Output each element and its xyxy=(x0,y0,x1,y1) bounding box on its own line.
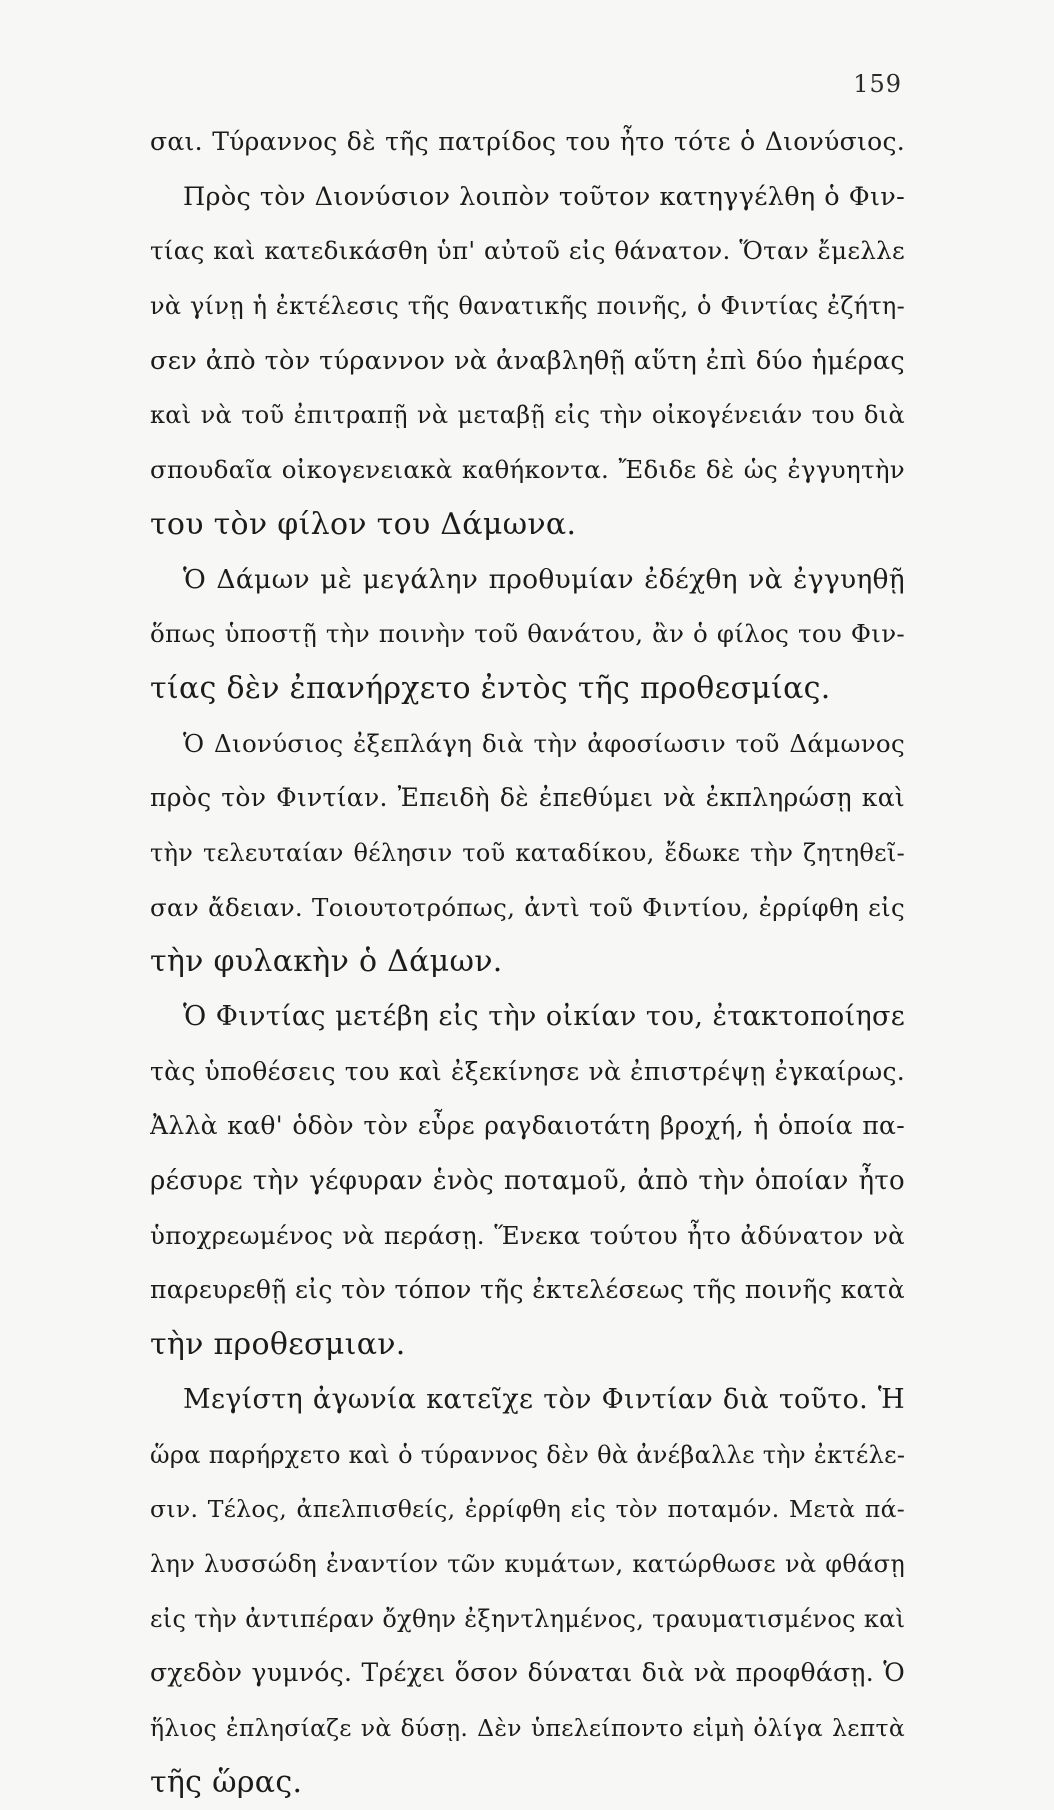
text-line: σπουδαῖα οἰκογενειακὰ καθήκοντα. Ἔδιδε δὲ ὡς ἐγγυητὴν xyxy=(150,455,905,485)
text-line: σαι. Τύραννος δὲ τῆς πατρίδος του ἦτο τότε ὁ Διονύσιος. xyxy=(150,127,905,156)
text-line: τίας δὲν ἐπανήρχετο ἐντὸς τῆς προθεσμίας. xyxy=(150,670,831,706)
text-line: τὴν φυλακὴν ὁ Δάμων. xyxy=(150,944,503,980)
text-line: παρευρεθῇ εἰς τὸν τόπον τῆς ἐκτελέσεως τῆς ποινῆς κατὰ xyxy=(150,1275,905,1305)
text-line: Ὁ Διονύσιος ἐξεπλάγη διὰ τὴν ἀφοσίωσιν τοῦ Δάμωνος xyxy=(183,728,905,758)
text-line: ὅπως ὑποστῇ τὴν ποινὴν τοῦ θανάτου, ἂν ὁ φίλος του Φιν- xyxy=(150,619,905,649)
text-line: σχεδὸν γυμνός. Τρέχει ὅσον δύναται διὰ νὰ προφθάσῃ. Ὁ xyxy=(150,1658,905,1688)
text-line: ὑποχρεωμένος νὰ περάσῃ. Ἕνεκα τούτου ἦτο ἀδύνατον νὰ xyxy=(150,1220,905,1250)
text-line: πρὸς τὸν Φιντίαν. Ἐπειδὴ δὲ ἐπεθύμει νὰ ἐκπληρώσῃ καὶ xyxy=(150,783,905,813)
text-line: Ὁ Φιντίας μετέβη εἰς τὴν οἰκίαν του, ἐτακτοποίησε xyxy=(183,1001,905,1032)
text-line: του τὸν φίλον του Δάμωνα. xyxy=(150,506,577,542)
text-line: εἰς τὴν ἀντιπέραν ὄχθην ἐξηντλημένος, τραυματισμένος καὶ xyxy=(150,1604,905,1633)
text-line: Ἀλλὰ καθ' ὁδὸν τὸν εὗρε ραγδαιοτάτη βροχή, ἡ ὁποία πα- xyxy=(150,1111,905,1141)
text-line: τῆς ὥρας. xyxy=(150,1764,303,1800)
text-line: σιν. Τέλος, ἀπελπισθείς, ἐρρίφθη εἰς τὸν ποταμόν. Μετὰ πά- xyxy=(150,1495,905,1524)
text-line: ὥρα παρήρχετο καὶ ὁ τύραννος δὲν θὰ ἀνέβαλλε τὴν ἐκτέλε- xyxy=(150,1440,905,1469)
text-line: Μεγίστη ἀγωνία κατεῖχε τὸν Φιντίαν διὰ τοῦτο. Ἡ xyxy=(183,1383,905,1415)
text-line: καὶ νὰ τοῦ ἐπιτραπῇ νὰ μεταβῇ εἰς τὴν οἰκογένειάν του διὰ xyxy=(150,401,905,430)
text-line: νὰ γίνῃ ἡ ἐκτέλεσις τῆς θανατικῆς ποινῆς, ὁ Φιντίας ἐζήτη- xyxy=(150,292,905,321)
text-line: τίας καὶ κατεδικάσθη ὑπ' αὐτοῦ εἰς θάνατον. Ὅταν ἔμελλε xyxy=(150,236,905,266)
text-line: ἥλιος ἐπλησίαζε νὰ δύσῃ. Δὲν ὑπελείποντο εἰμὴ ὀλίγα λεπτὰ xyxy=(150,1713,905,1742)
text-line: σεν ἀπὸ τὸν τύραννον νὰ ἀναβληθῇ αὕτη ἐπὶ δύο ἡμέρας xyxy=(150,345,905,376)
text-line: Πρὸς τὸν Διονύσιον λοιπὸν τοῦτον κατηγγέλθη ὁ Φιν- xyxy=(183,181,905,212)
text-line: τὰς ὑποθέσεις του καὶ ἐξεκίνησε νὰ ἐπιστρέψῃ ἐγκαίρως. xyxy=(150,1056,905,1086)
text-line: Ὁ Δάμων μὲ μεγάλην προθυμίαν ἐδέχθη νὰ ἐγγυηθῇ xyxy=(183,563,905,595)
text-line: λην λυσσώδη ἐναντίον τῶν κυμάτων, κατώρθωσε νὰ φθάσῃ xyxy=(150,1549,905,1578)
text-line: σαν ἄδειαν. Τοιουτοτρόπως, ἀντὶ τοῦ Φιντίου, ἐρρίφθη εἰς xyxy=(150,892,905,922)
text-line: ρέσυρε τὴν γέφυραν ἑνὸς ποταμοῦ, ἀπὸ τὴν ὁποίαν ἦτο xyxy=(150,1166,905,1197)
text-line: τὴν προθεσμιαν. xyxy=(150,1327,406,1363)
text-line: τὴν τελευταίαν θέλησιν τοῦ καταδίκου, ἔδωκε τὴν ζητηθεῖ- xyxy=(150,838,905,867)
body-text xyxy=(150,115,905,1810)
page-number: 159 xyxy=(853,70,902,98)
